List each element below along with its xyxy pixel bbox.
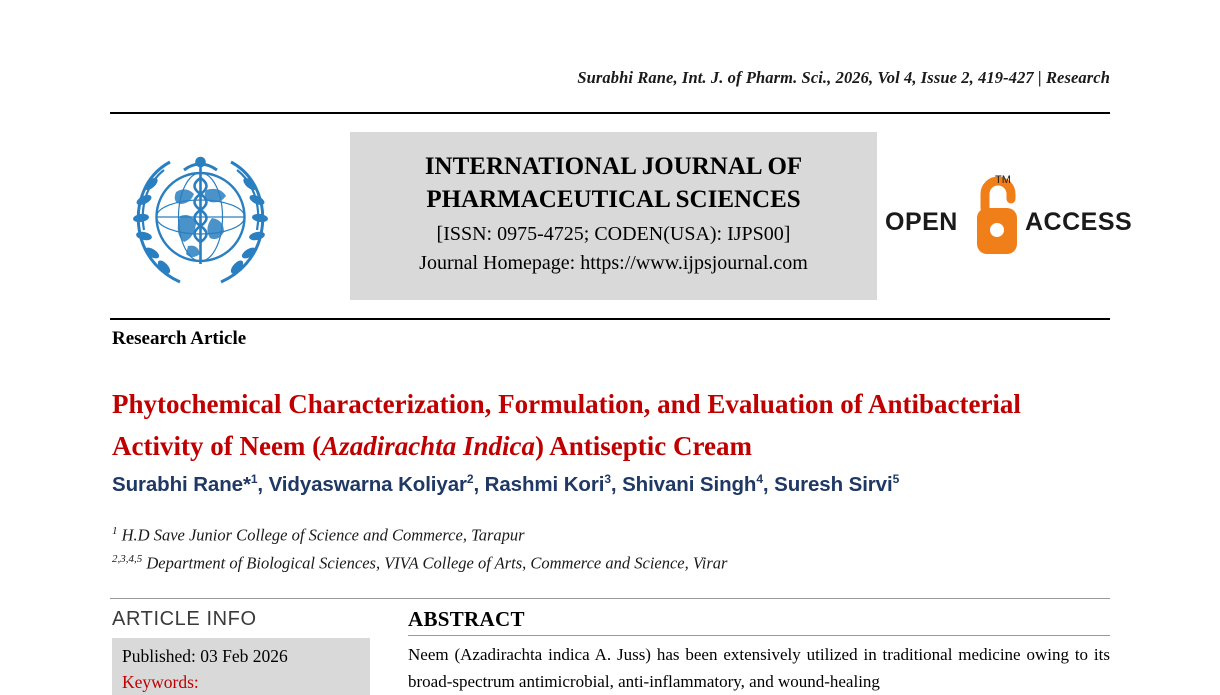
abstract-body: Neem (Azadirachta indica A. Juss) has been extensively utilized in traditional medicine owing to its broad-spectrum antimicrobial, anti-inflammatory, and wound-healing	[408, 645, 1110, 691]
author-affiliation-marker: 3	[604, 472, 611, 486]
journal-title-line-1: INTERNATIONAL JOURNAL OF	[424, 153, 803, 180]
author-list: Surabhi Rane*$^1$, Vidyaswarna Koliyar$^2$, Rashmi Kori$^3$, Shivani Singh$^4$, Suresh Sirvi$^5$	[112, 472, 900, 496]
author-name: Vidyaswarna Koliyar	[268, 472, 467, 496]
journal-issn: [ISSN: 0975-4725; CODEN(USA): IJPS00]	[436, 223, 791, 245]
author-name: Suresh Sirvi	[774, 472, 893, 496]
trademark-label: TM	[995, 174, 1011, 186]
affiliation-text: H.D Save Junior College of Science and Commerce, Tarapur	[121, 525, 525, 545]
open-access-access-label: ACCESS	[1025, 208, 1133, 236]
affiliation-marker: 2,3,4,5	[112, 553, 143, 565]
open-access-open-label: OPEN	[885, 208, 958, 236]
author-name: Shivani Singh	[622, 472, 757, 496]
affiliation-line	[112, 553, 1112, 574]
author-affiliation-marker: 4	[756, 472, 763, 486]
abstract-heading: ABSTRACT	[408, 607, 525, 631]
open-access-logo	[885, 166, 1133, 266]
header-rule-bottom	[110, 318, 1110, 320]
title-part-2: ) Antiseptic Cream	[534, 431, 752, 462]
article-type-label: Research Article	[112, 328, 247, 349]
page-title	[112, 383, 1102, 467]
author-affiliation-marker: 1	[250, 472, 258, 486]
journal-masthead	[110, 118, 1133, 314]
keywords-label: Keywords:	[122, 672, 199, 692]
published-line: Published: 03 Feb 2026	[122, 646, 288, 666]
info-rule	[110, 598, 1110, 599]
journal-homepage: Journal Homepage: https://www.ijpsjournal.com	[419, 252, 808, 274]
author-name: Surabhi Rane*	[112, 472, 251, 496]
journal-title-line-2: PHARMACEUTICAL SCIENCES	[426, 186, 801, 213]
article-info-heading: ARTICLE INFO	[112, 608, 257, 630]
abstract-rule	[408, 635, 1110, 636]
affiliation-text: Department of Biological Sciences, VIVA College of Arts, Commerce and Science, Virar	[146, 553, 728, 573]
author-affiliation-marker: 2	[466, 472, 474, 486]
journal-emblem-icon	[118, 134, 283, 299]
title-part-1: Phytochemical Characterization, Formulation, and Evaluation of Antibacterial Activity of Neem (	[112, 389, 1021, 462]
author-affiliation-marker: 5	[892, 472, 900, 486]
running-head: Surabhi Rane, Int. J. of Pharm. Sci., 2026, Vol 4, Issue 2, 419-427 | Research	[577, 68, 1110, 87]
journal-title-box	[350, 132, 877, 300]
header-rule-top	[110, 112, 1110, 114]
author-name: Rashmi Kori	[484, 472, 605, 496]
affiliation-marker: 1	[112, 525, 118, 537]
title-species-name: Azadirachta Indica	[321, 431, 535, 462]
article-info-box	[112, 638, 370, 695]
affiliation-line	[112, 525, 1112, 546]
